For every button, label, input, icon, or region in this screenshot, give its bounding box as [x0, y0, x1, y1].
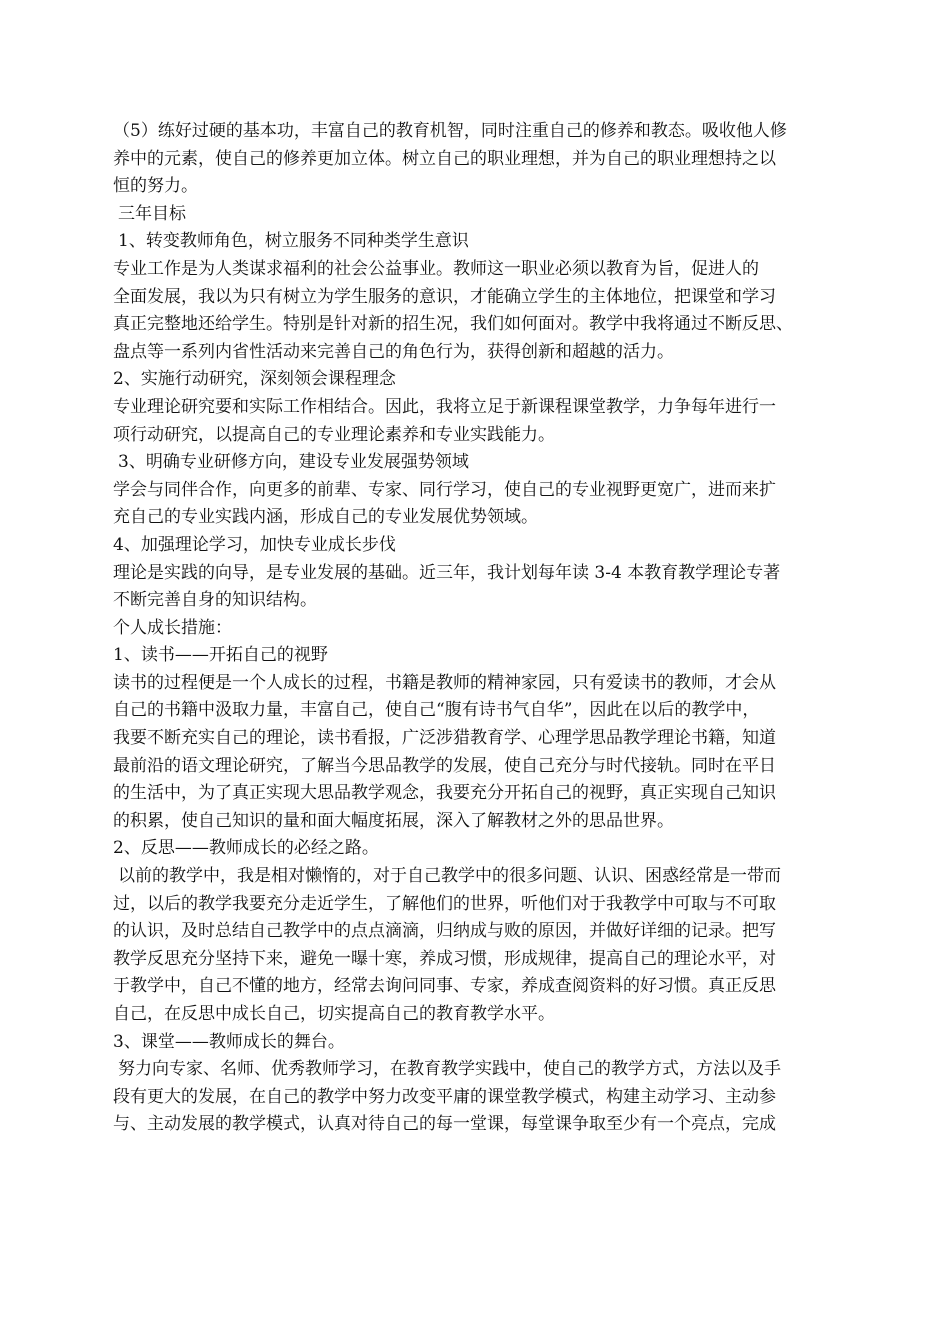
- measure-heading-3: 3、课堂——教师成长的舞台。: [113, 1031, 345, 1052]
- goal-heading-4: 4、加强理论学习，加快专业成长步伐: [113, 534, 396, 555]
- goal-heading-2: 2、实施行动研究，深刻领会课程理念: [113, 369, 396, 390]
- measure-heading-1: 1、读书——开拓自己的视野: [113, 645, 328, 666]
- text-line-1: （5）练好过硬的基本功，丰富自己的教育机智，同时注重自己的修养和教态。吸收他人修: [113, 121, 787, 141]
- text-line-35: 努力向专家、名师、优秀教师学习，在教育教学实践中，使自己的教学方式，方法以及手: [118, 1059, 781, 1080]
- heading-growth-measures: 个人成长措施：: [113, 617, 232, 638]
- text-line-24: 最前沿的语文理论研究，了解当今思品教学的发展，使自己充分与时代接轨。同时在平日: [113, 755, 776, 776]
- text-line-36: 段有更大的发展，在自己的教学中努力改变平庸的课堂教学模式，构建主动学习、主动参: [113, 1086, 776, 1107]
- text-line-28: 以前的教学中，我是相对懒惰的，对于自己教学中的很多问题、认识、困惑经常是一带而: [118, 866, 781, 887]
- text-line-23: 我要不断充实自己的理论，读书看报，广泛涉猎教育学、心理学思品教学理论书籍，知道: [113, 728, 776, 749]
- text-line-30: 的认识，及时总结自己教学中的点点滴滴，归纳成与败的原因，并做好详细的记录。把写: [113, 921, 776, 942]
- text-line-6: 专业工作是为人类谋求福利的社会公益事业。教师这一职业必须以教育为旨，促进人的: [113, 258, 759, 279]
- text-line-8: 真正完整地还给学生。特别是针对新的招生况，我们如何面对。教学中我将通过不断反思、: [113, 314, 793, 335]
- measure-heading-2: 2、反思——教师成长的必经之路。: [113, 838, 379, 859]
- text-line-18: 不断完善自身的知识结构。: [113, 590, 317, 611]
- text-line-9: 盘点等一系列内省性活动来完善自己的角色行为，获得创新和超越的活力。: [113, 341, 674, 362]
- heading-three-year-goals: 三年目标: [118, 203, 186, 224]
- text-line-21: 读书的过程便是一个人成长的过程，书籍是教师的精神家园，只有爱读书的教师，才会从: [113, 672, 776, 693]
- text-line-25: 的生活中，为了真正实现大思品教学观念，我要充分开拓自己的视野，真正实现自己知识: [113, 783, 776, 804]
- text-line-33: 自己，在反思中成长自己，切实提高自己的教育教学水平。: [113, 1004, 555, 1024]
- text-line-17: 理论是实践的向导，是专业发展的基础。近三年，我计划每年读 3-4 本教育教学理论专著: [113, 562, 781, 583]
- text-line-3: 恒的努力。: [113, 176, 198, 197]
- text-line-37: 与、主动发展的教学模式，认真对待自己的每一堂课，每堂课争取至少有一个亮点，完成: [113, 1114, 776, 1135]
- text-line-14: 学会与同伴合作，向更多的前辈、专家、同行学习，使自己的专业视野更宽广，进而来扩: [113, 479, 776, 500]
- text-line-12: 项行动研究，以提高自己的专业理论素养和专业实践能力。: [113, 424, 555, 445]
- text-line-29: 过，以后的教学我要充分走近学生，了解他们的世界，听他们对于我教学中可取与不可取: [113, 893, 776, 914]
- text-line-32: 于教学中，自己不懂的地方，经常去询问同事、专家，养成查阅资料的好习惯。真正反思: [113, 976, 776, 997]
- document-body: [113, 118, 841, 1139]
- text-line-2: 养中的元素，使自己的修养更加立体。树立自己的职业理想，并为自己的职业理想持之以: [113, 148, 776, 169]
- text-line-11: 专业理论研究要和实际工作相结合。因此，我将立足于新课程课堂教学，力争每年进行一: [113, 396, 776, 417]
- text-line-7: 全面发展，我以为只有树立为学生服务的意识，才能确立学生的主体地位，把课堂和学习: [113, 286, 776, 307]
- goal-heading-3: 3、明确专业研修方向，建设专业发展强势领域: [118, 452, 469, 473]
- text-line-31: 教学反思充分坚持下来，避免一曝十寒，养成习惯，形成规律，提高自己的理论水平，对: [113, 948, 776, 969]
- text-line-26: 的积累，使自己知识的量和面大幅度拓展，深入了解教材之外的思品世界。: [113, 810, 674, 831]
- goal-heading-1: 1、转变教师角色，树立服务不同种类学生意识: [118, 231, 469, 252]
- text-line-22: 自己的书籍中汲取力量，丰富自己，使自己“腹有诗书气自华”，因此在以后的教学中，: [113, 700, 760, 721]
- text-line-15: 充自己的专业实践内涵，形成自己的专业发展优势领域。: [113, 507, 538, 528]
